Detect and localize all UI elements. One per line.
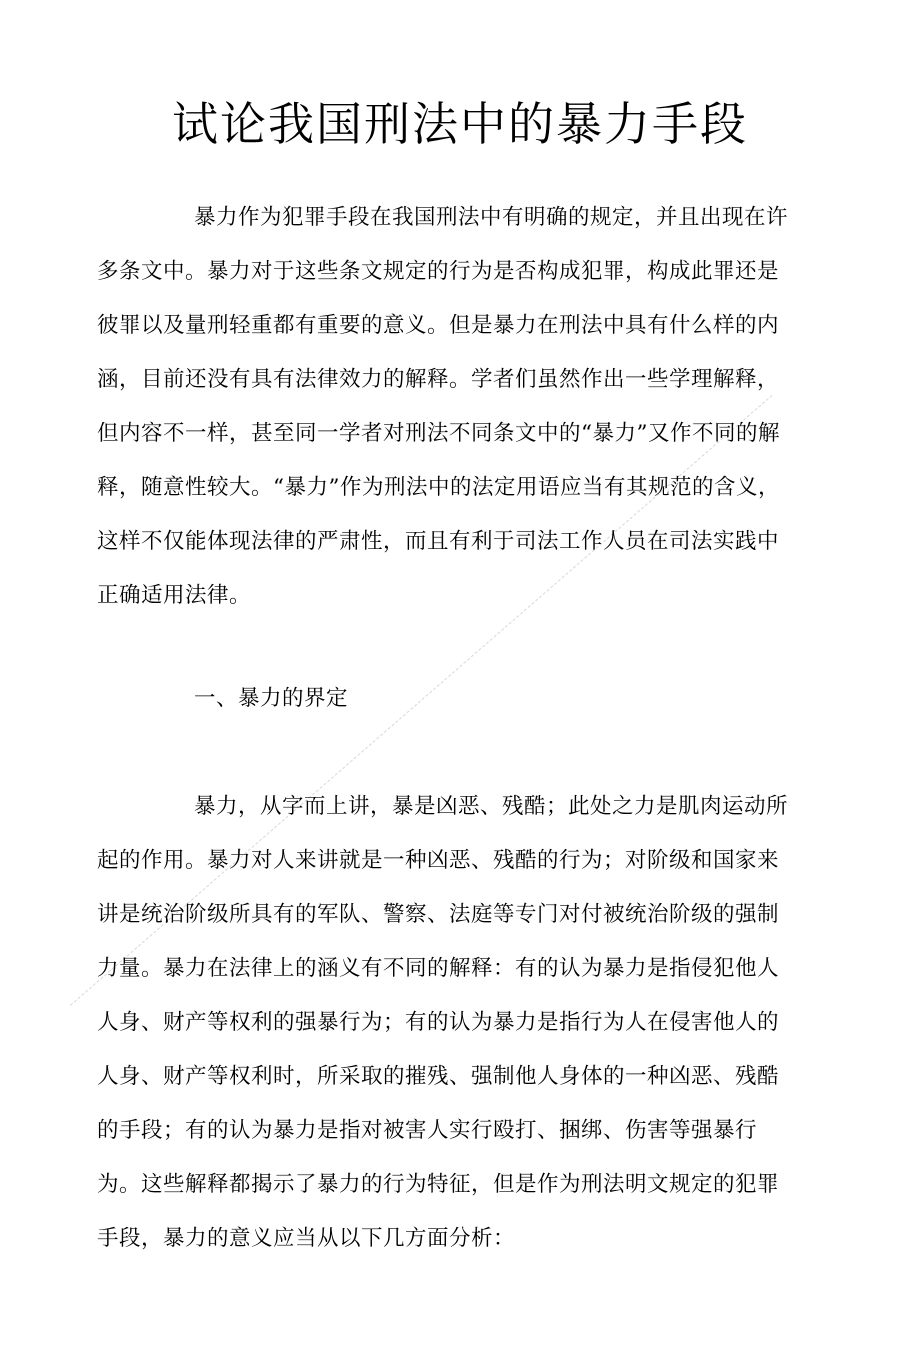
intro-paragraph: 暴力作为犯罪手段在我国刑法中有明确的规定，并且出现在许多条文中。暴力对于这些条文规定的行为是否构成犯罪，构成此罪还是彼罪以及量刑轻重都有重要的意义。但是暴力在刑法中具有什么样的内涵，目前还没有具有法律效力的解释。学者们虽然作出一些学理解释，但内容不一样，甚至同一学者对刑法不同条文中的“暴力”又作不同的解释，随意性较大。“暴力”作为刑法中的法定用语应当有其规范的含义，这样不仅能体现法律的严肃性，而且有利于司法工作人员在司法实践中正确适用法律。 bbox=[97, 205, 789, 608]
document-title: 试论我国刑法中的暴力手段 bbox=[172, 97, 748, 151]
body-paragraph: 暴力，从字而上讲，暴是凶恶、残酷；此处之力是肌肉运动所起的作用。暴力对人来讲就是一种凶恶、残酷的行为；对阶级和国家来讲是统治阶级所具有的军队、警察、法庭等专门对付被统治阶级的强制力量。暴力在法律上的涵义有不同的解释：有的认为暴力是指侵犯他人人身、财产等权利的强暴行为；有的认为暴力是指行为人在侵害他人的人身、财产等权利时，所采取的摧残、强制他人身体的一种凶恶、残酷的手段；有的认为暴力是指对被害人实行殴打、捆绑、伤害等强暴行为。这些解释都揭示了暴力的行为特征，但是作为刑法明文规定的犯罪手段，暴力的意义应当从以下几方面分析： bbox=[97, 794, 789, 1251]
section-heading: 一、暴力的界定 bbox=[194, 686, 349, 711]
